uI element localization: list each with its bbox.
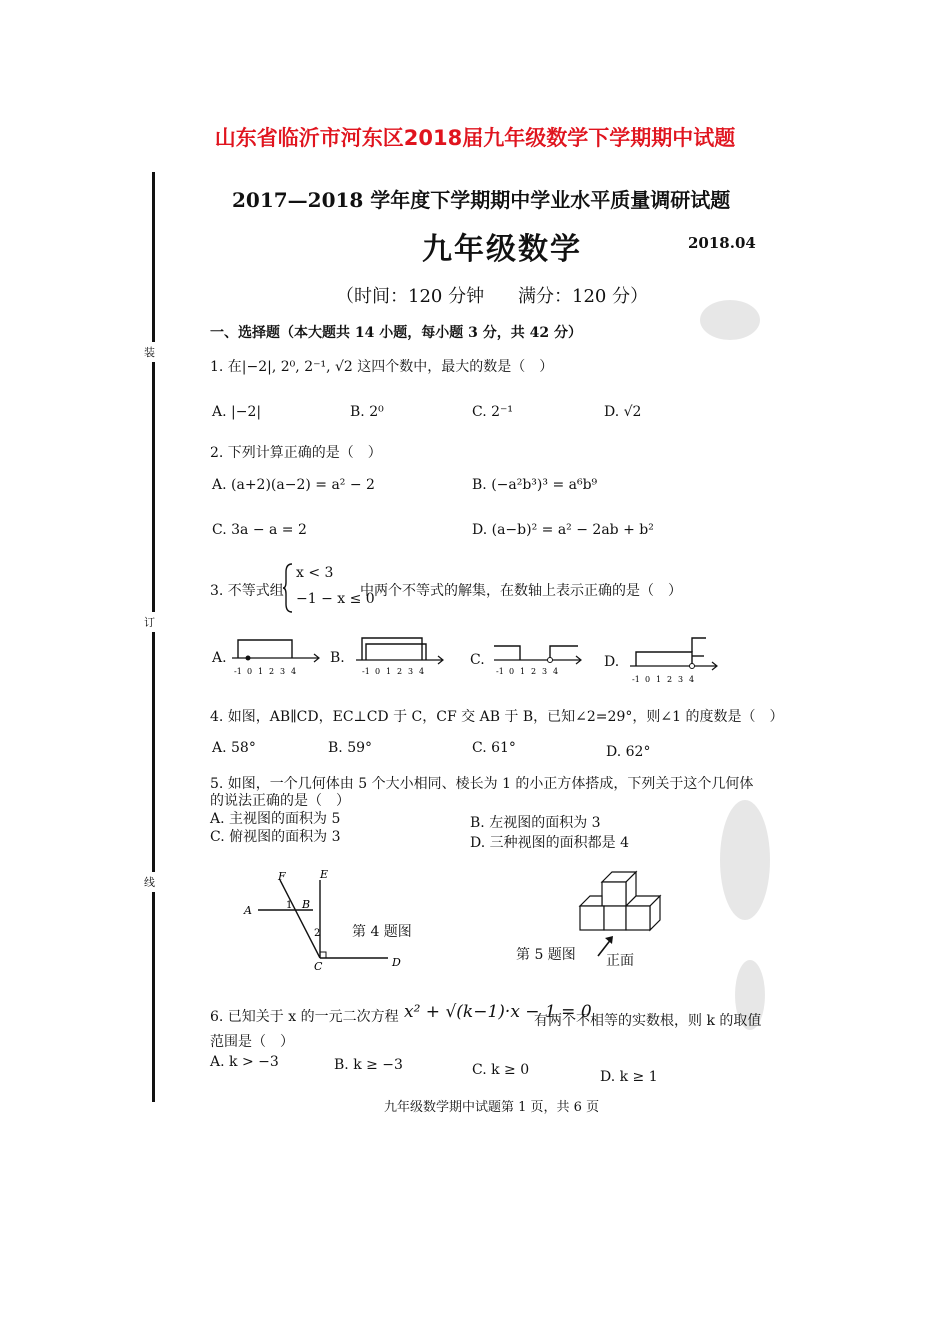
fig4-label-b: B [302, 898, 311, 911]
q1-option-d: D. √2 [604, 404, 642, 420]
fig4-label-a: A [244, 904, 252, 917]
q6-stem-prefix: 6. 已知关于 x 的一元二次方程 [210, 1009, 399, 1025]
q5-stem-line-1: 5. 如图，一个几何体由 5 个大小相同、棱长为 1 的小正方体搭成，下列关于这个几何体 [210, 776, 754, 792]
q1-stem: 1. 在|−2|, 2⁰, 2⁻¹, √2 这四个数中，最大的数是（ ） [210, 359, 554, 375]
fig5-front-label: 正面 [606, 953, 634, 969]
q5-option-c: C. 俯视图的面积为 3 [210, 829, 341, 845]
q1-option-b: B. 2⁰ [350, 404, 384, 420]
q5-option-a: A. 主视图的面积为 5 [210, 811, 341, 827]
q3-stem-suffix: 中两个不等式的解集，在数轴上表示正确的是（ ） [360, 583, 682, 599]
tick-label: 2 [397, 667, 403, 676]
figure-4 [238, 866, 408, 970]
q2-stem: 2. 下列计算正确的是（ ） [210, 445, 382, 461]
scan-noise [720, 800, 770, 920]
q2-option-a: A. (a+2)(a−2) = a² − 2 [212, 477, 375, 493]
tick-label: 3 [678, 675, 684, 684]
scan-noise [700, 300, 760, 340]
fig4-angle-1: 1 [286, 900, 293, 911]
fig4-label-e: E [320, 868, 329, 881]
tick-label: 3 [408, 667, 414, 676]
fig4-label-d: D [392, 956, 401, 969]
fig4-angle-2: 2 [314, 928, 321, 939]
q5-option-d: D. 三种视图的面积都是 4 [470, 835, 629, 851]
q3-option-a-letter: A. [212, 650, 227, 666]
document-title: 山东省临沂市河东区2018届九年级数学下学期期中试题 [214, 126, 736, 150]
fig4-label-c: C [314, 960, 323, 970]
q4-option-b: B. 59° [328, 740, 373, 756]
tick-label: 1 [656, 675, 662, 684]
tick-label: 3 [280, 667, 286, 676]
tick-label: 1 [258, 667, 264, 676]
q6-stem-suffix: 有两个不相等的实数根，则 k 的取值 [534, 1013, 762, 1029]
q5-stem-line-2: 的说法正确的是（ ） [210, 793, 350, 809]
fig5-caption: 第 5 题图 [516, 947, 576, 963]
tick-label: 1 [520, 667, 526, 676]
q6-stem-line-2: 范围是（ ） [210, 1034, 294, 1050]
tick-label: 0 [509, 667, 515, 676]
q3-numberline-c [490, 632, 584, 680]
q6-equation: x² + √(k−1)·x − 1 = 0 [404, 1002, 592, 1022]
tick-label: 4 [553, 667, 559, 676]
q3-system-line-1: x < 3 [296, 565, 334, 581]
q3-numberline-d [626, 634, 720, 686]
exam-subject: 九年级数学 [422, 232, 582, 267]
q3-stem-prefix: 3. 不等式组 [210, 583, 284, 599]
exam-date: 2018.04 [688, 234, 756, 252]
tick-label: 3 [542, 667, 548, 676]
q3-option-c-letter: C. [470, 652, 485, 668]
tick-label: 0 [247, 667, 253, 676]
section-heading: 一、选择题（本大题共 14 小题，每小题 3 分，共 42 分） [210, 325, 582, 341]
fig4-caption: 第 4 题图 [352, 924, 412, 940]
q2-option-c: C. 3a − a = 2 [212, 522, 307, 538]
tick-label: 0 [645, 675, 651, 684]
q3-option-d-letter: D. [604, 654, 620, 670]
binding-label-ding: 订 [144, 612, 155, 632]
tick-label: 4 [689, 675, 695, 684]
q6-option-a: A. k > −3 [210, 1054, 279, 1070]
q4-option-c: C. 61° [472, 740, 516, 756]
tick-label: 4 [291, 667, 297, 676]
q6-option-b: B. k ≥ −3 [334, 1057, 403, 1073]
tick-label: -1 [496, 667, 504, 676]
q6-option-c: C. k ≥ 0 [472, 1062, 530, 1078]
exam-title: 2017—2018 学年度下学期期中学业水平质量调研试题 [232, 188, 731, 212]
q3-system-line-2: −1 − x ≤ 0 [296, 591, 375, 607]
q4-option-a: A. 58° [212, 740, 256, 756]
tick-label: 2 [269, 667, 275, 676]
tick-label: 0 [375, 667, 381, 676]
tick-label: 2 [667, 675, 673, 684]
exam-score: 满分：120 分） [518, 286, 649, 307]
page-footer: 九年级数学期中试题第 1 页，共 6 页 [384, 1100, 600, 1115]
tick-label: -1 [362, 667, 370, 676]
q4-option-d: D. 62° [606, 744, 651, 760]
q6-option-d: D. k ≥ 1 [600, 1069, 658, 1085]
tick-label: 2 [531, 667, 537, 676]
tick-label: 1 [386, 667, 392, 676]
q1-option-c: C. 2⁻¹ [472, 404, 514, 420]
q1-option-a: A. |−2| [212, 404, 262, 420]
tick-label: -1 [234, 667, 242, 676]
q5-option-b: B. 左视图的面积为 3 [470, 815, 601, 831]
q2-option-b: B. (−a²b³)³ = a⁶b⁹ [472, 477, 598, 493]
tick-label: 4 [419, 667, 425, 676]
fig4-label-f: F [278, 870, 286, 883]
q3-numberline-b [352, 630, 446, 678]
q4-stem: 4. 如图，AB∥CD，EC⊥CD 于 C，CF 交 AB 于 B，已知∠2=29°，则∠1 的度数是（ ） [210, 709, 784, 725]
q3-numberline-a [228, 630, 322, 678]
q3-option-b-letter: B. [330, 650, 345, 666]
q2-option-d: D. (a−b)² = a² − 2ab + b² [472, 522, 654, 538]
binding-line [152, 172, 159, 1102]
binding-label-zhuang: 装 [144, 342, 155, 362]
tick-label: -1 [632, 675, 640, 684]
binding-label-xian: 线 [144, 872, 155, 892]
brace-symbol [282, 562, 294, 614]
exam-time: （时间：120 分钟 [336, 286, 485, 307]
